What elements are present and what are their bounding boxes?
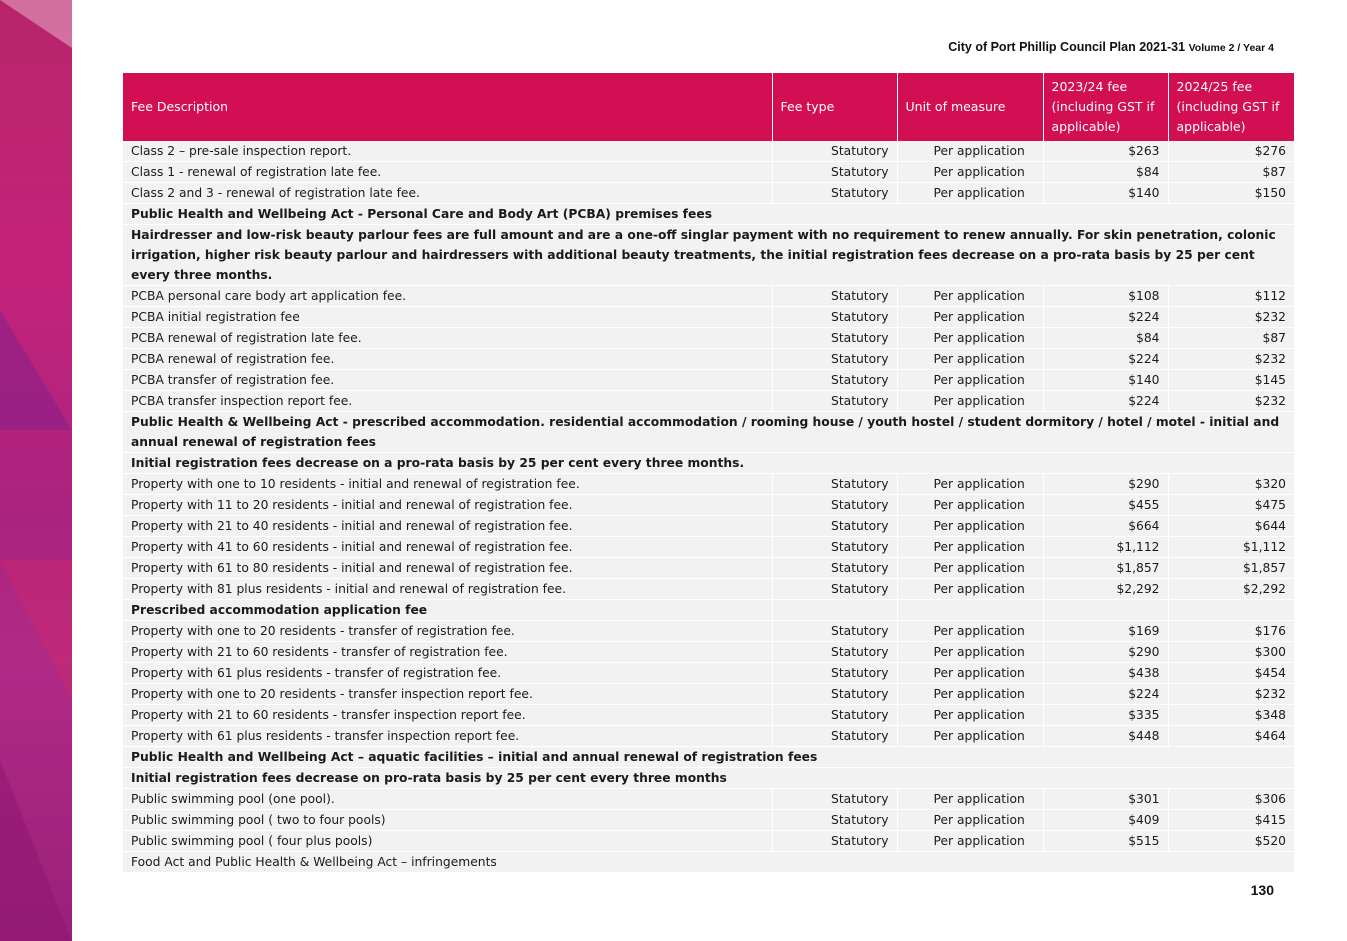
fee-type-cell: Statutory bbox=[772, 286, 897, 307]
document-volume: Volume 2 / Year 4 bbox=[1188, 42, 1274, 54]
fee-2023-24-cell: $2,292 bbox=[1043, 579, 1168, 600]
fee-type-cell: Statutory bbox=[772, 183, 897, 204]
fee-type-cell: Statutory bbox=[772, 307, 897, 328]
fee-2023-24-cell: $140 bbox=[1043, 183, 1168, 204]
fee-type-cell: Statutory bbox=[772, 162, 897, 183]
fee-2023-24-cell: $1,857 bbox=[1043, 558, 1168, 579]
fee-description-cell: PCBA initial registration fee bbox=[123, 307, 772, 328]
unit-of-measure-cell: Per application bbox=[897, 789, 1043, 810]
table-row bbox=[123, 391, 1294, 412]
fee-2023-24-cell: $455 bbox=[1043, 495, 1168, 516]
fee-type-cell: Statutory bbox=[772, 810, 897, 831]
table-row bbox=[123, 705, 1294, 726]
column-header-unit: Unit of measure bbox=[897, 73, 1043, 141]
fee-2024-25-cell: $2,292 bbox=[1168, 579, 1294, 600]
table-row bbox=[123, 726, 1294, 747]
table-row bbox=[123, 162, 1294, 183]
fee-2024-25-cell: $300 bbox=[1168, 642, 1294, 663]
table-section-heading bbox=[123, 225, 1294, 286]
empty-cell bbox=[772, 600, 897, 621]
fee-2023-24-cell: $263 bbox=[1043, 141, 1168, 162]
fee-2023-24-cell: $515 bbox=[1043, 831, 1168, 852]
table-row bbox=[123, 286, 1294, 307]
side-band-facet bbox=[0, 310, 72, 430]
fee-2024-25-cell: $1,857 bbox=[1168, 558, 1294, 579]
section-heading-text: Initial registration fees decrease on a pro-rata basis by 25 per cent every three months. bbox=[123, 453, 1294, 474]
table-row bbox=[123, 141, 1294, 162]
table-row bbox=[123, 642, 1294, 663]
fee-type-cell: Statutory bbox=[772, 663, 897, 684]
fee-description-cell: Property with 21 to 40 residents - initial and renewal of registration fee. bbox=[123, 516, 772, 537]
fee-2024-25-cell: $232 bbox=[1168, 391, 1294, 412]
fee-2024-25-cell: $232 bbox=[1168, 307, 1294, 328]
fee-2023-24-cell: $169 bbox=[1043, 621, 1168, 642]
column-header-fee-type: Fee type bbox=[772, 73, 897, 141]
table-section-heading bbox=[123, 600, 1294, 621]
fee-type-cell: Statutory bbox=[772, 684, 897, 705]
fee-description-cell: Property with 11 to 20 residents - initial and renewal of registration fee. bbox=[123, 495, 772, 516]
unit-of-measure-cell: Per application bbox=[897, 391, 1043, 412]
section-heading-text: Hairdresser and low-risk beauty parlour fees are full amount and are a one-off singlar payment with no requirement to renew annually. For skin penetration, colonic irrigation, higher risk beauty parlour and hairdressers with additional beauty treatments, the initial registration fees decrease on a pro-rata basis by 25 per cent every three months. bbox=[123, 225, 1294, 286]
fee-2023-24-cell: $409 bbox=[1043, 810, 1168, 831]
fee-description-cell: Public swimming pool ( four plus pools) bbox=[123, 831, 772, 852]
table-row bbox=[123, 558, 1294, 579]
table-row bbox=[123, 852, 1294, 873]
fee-type-cell: Statutory bbox=[772, 831, 897, 852]
section-heading-text: Public Health & Wellbeing Act - prescribed accommodation. residential accommodation / rooming house / youth hostel / student dormitory / hotel / motel - initial and annual renewal of registration fees bbox=[123, 412, 1294, 453]
fee-type-cell: Statutory bbox=[772, 537, 897, 558]
fee-2024-25-cell: $415 bbox=[1168, 810, 1294, 831]
fee-2024-25-cell: $87 bbox=[1168, 162, 1294, 183]
table-section-heading bbox=[123, 768, 1294, 789]
decorative-side-band bbox=[0, 0, 72, 941]
fee-2024-25-cell: $176 bbox=[1168, 621, 1294, 642]
empty-cell bbox=[1043, 600, 1168, 621]
fee-2024-25-cell: $348 bbox=[1168, 705, 1294, 726]
fee-type-cell: Statutory bbox=[772, 789, 897, 810]
header-row bbox=[123, 73, 1294, 141]
fee-2023-24-cell: $84 bbox=[1043, 162, 1168, 183]
fee-2024-25-cell: $232 bbox=[1168, 684, 1294, 705]
unit-of-measure-cell: Per application bbox=[897, 810, 1043, 831]
table-row bbox=[123, 663, 1294, 684]
fee-2024-25-cell: $276 bbox=[1168, 141, 1294, 162]
fee-2024-25-cell: $87 bbox=[1168, 328, 1294, 349]
fee-2023-24-cell: $84 bbox=[1043, 328, 1168, 349]
unit-of-measure-cell: Per application bbox=[897, 726, 1043, 747]
unit-of-measure-cell: Per application bbox=[897, 621, 1043, 642]
fee-type-cell: Statutory bbox=[772, 495, 897, 516]
table-row bbox=[123, 495, 1294, 516]
fee-2023-24-cell: $1,112 bbox=[1043, 537, 1168, 558]
table-row bbox=[123, 579, 1294, 600]
unit-of-measure-cell: Per application bbox=[897, 370, 1043, 391]
fee-2023-24-cell: $108 bbox=[1043, 286, 1168, 307]
fee-description-cell: Public swimming pool ( two to four pools) bbox=[123, 810, 772, 831]
table-row bbox=[123, 684, 1294, 705]
fee-2024-25-cell: $464 bbox=[1168, 726, 1294, 747]
table-section-heading bbox=[123, 412, 1294, 453]
fee-2023-24-cell: $224 bbox=[1043, 349, 1168, 370]
fee-description-cell: Property with 61 plus residents - transfer of registration fee. bbox=[123, 663, 772, 684]
unit-of-measure-cell: Per application bbox=[897, 307, 1043, 328]
fee-2024-25-cell: $644 bbox=[1168, 516, 1294, 537]
unit-of-measure-cell: Per application bbox=[897, 642, 1043, 663]
fee-type-cell: Statutory bbox=[772, 705, 897, 726]
side-band-facet bbox=[0, 760, 72, 941]
table-section-heading bbox=[123, 453, 1294, 474]
table-row bbox=[123, 370, 1294, 391]
fee-type-cell: Statutory bbox=[772, 579, 897, 600]
fee-2024-25-cell: $520 bbox=[1168, 831, 1294, 852]
fee-type-cell: Statutory bbox=[772, 558, 897, 579]
unit-of-measure-cell: Per application bbox=[897, 705, 1043, 726]
fee-description-cell: Class 2 – pre-sale inspection report. bbox=[123, 141, 772, 162]
empty-cell bbox=[897, 600, 1043, 621]
fee-type-cell: Statutory bbox=[772, 328, 897, 349]
fee-type-cell: Statutory bbox=[772, 370, 897, 391]
fee-description-cell: Class 1 - renewal of registration late fee. bbox=[123, 162, 772, 183]
fee-type-cell: Statutory bbox=[772, 349, 897, 370]
fee-2024-25-cell: $454 bbox=[1168, 663, 1294, 684]
table-row bbox=[123, 349, 1294, 370]
fee-description-cell: PCBA renewal of registration fee. bbox=[123, 349, 772, 370]
table-row bbox=[123, 183, 1294, 204]
fee-2024-25-cell: $306 bbox=[1168, 789, 1294, 810]
fee-2023-24-cell: $664 bbox=[1043, 516, 1168, 537]
unit-of-measure-cell: Per application bbox=[897, 141, 1043, 162]
fee-description-cell: PCBA transfer inspection report fee. bbox=[123, 391, 772, 412]
fee-type-cell: Statutory bbox=[772, 474, 897, 495]
fee-2024-25-cell: $475 bbox=[1168, 495, 1294, 516]
unit-of-measure-cell: Per application bbox=[897, 579, 1043, 600]
fee-2024-25-cell: $232 bbox=[1168, 349, 1294, 370]
section-heading-text: Public Health and Wellbeing Act – aquatic facilities – initial and annual renewal of registration fees bbox=[123, 747, 1294, 768]
table-row bbox=[123, 307, 1294, 328]
fee-2023-24-cell: $335 bbox=[1043, 705, 1168, 726]
fee-table-body bbox=[123, 141, 1294, 873]
fee-2023-24-cell: $290 bbox=[1043, 474, 1168, 495]
unit-of-measure-cell: Per application bbox=[897, 663, 1043, 684]
table-row bbox=[123, 328, 1294, 349]
table-row bbox=[123, 810, 1294, 831]
fee-description-cell: Property with 61 to 80 residents - initial and renewal of registration fee. bbox=[123, 558, 772, 579]
fee-type-cell: Statutory bbox=[772, 621, 897, 642]
fee-2024-25-cell: $1,112 bbox=[1168, 537, 1294, 558]
fee-description-cell: Public swimming pool (one pool). bbox=[123, 789, 772, 810]
fee-description-cell: Food Act and Public Health & Wellbeing Act – infringements bbox=[123, 852, 1294, 873]
empty-cell bbox=[1168, 600, 1294, 621]
fee-description-cell: Property with 61 plus residents - transfer inspection report fee. bbox=[123, 726, 772, 747]
unit-of-measure-cell: Per application bbox=[897, 684, 1043, 705]
unit-of-measure-cell: Per application bbox=[897, 474, 1043, 495]
table-row bbox=[123, 516, 1294, 537]
fee-2024-25-cell: $320 bbox=[1168, 474, 1294, 495]
fee-description-cell: PCBA personal care body art application fee. bbox=[123, 286, 772, 307]
fee-type-cell: Statutory bbox=[772, 642, 897, 663]
unit-of-measure-cell: Per application bbox=[897, 349, 1043, 370]
fee-2024-25-cell: $145 bbox=[1168, 370, 1294, 391]
fee-2023-24-cell: $438 bbox=[1043, 663, 1168, 684]
column-header-description: Fee Description bbox=[123, 73, 772, 141]
section-heading-text: Initial registration fees decrease on pro-rata basis by 25 per cent every three months bbox=[123, 768, 1294, 789]
fee-2023-24-cell: $301 bbox=[1043, 789, 1168, 810]
fee-2023-24-cell: $290 bbox=[1043, 642, 1168, 663]
table-section-heading bbox=[123, 204, 1294, 225]
fee-description-cell: PCBA transfer of registration fee. bbox=[123, 370, 772, 391]
fee-description-cell: Property with 41 to 60 residents - initial and renewal of registration fee. bbox=[123, 537, 772, 558]
unit-of-measure-cell: Per application bbox=[897, 831, 1043, 852]
document-title: City of Port Phillip Council Plan 2021-31 bbox=[948, 40, 1186, 54]
unit-of-measure-cell: Per application bbox=[897, 328, 1043, 349]
table-row bbox=[123, 831, 1294, 852]
fee-type-cell: Statutory bbox=[772, 141, 897, 162]
fee-description-cell: Class 2 and 3 - renewal of registration late fee. bbox=[123, 183, 772, 204]
fee-table-header bbox=[123, 73, 1294, 141]
fee-2024-25-cell: $150 bbox=[1168, 183, 1294, 204]
table-row bbox=[123, 789, 1294, 810]
side-band-facet bbox=[0, 560, 72, 700]
fee-2023-24-cell: $224 bbox=[1043, 684, 1168, 705]
fee-2023-24-cell: $140 bbox=[1043, 370, 1168, 391]
table-row bbox=[123, 474, 1294, 495]
column-header-fee-2023-24: 2023/24 fee (including GST if applicable) bbox=[1043, 73, 1168, 141]
table-section-heading bbox=[123, 747, 1294, 768]
fee-type-cell: Statutory bbox=[772, 391, 897, 412]
unit-of-measure-cell: Per application bbox=[897, 537, 1043, 558]
table-row bbox=[123, 621, 1294, 642]
running-header bbox=[800, 40, 1274, 54]
column-header-fee-2024-25: 2024/25 fee (including GST if applicable) bbox=[1168, 73, 1294, 141]
unit-of-measure-cell: Per application bbox=[897, 286, 1043, 307]
side-band-facet bbox=[0, 0, 72, 48]
fee-type-cell: Statutory bbox=[772, 516, 897, 537]
fee-description-cell: Property with 21 to 60 residents - transfer of registration fee. bbox=[123, 642, 772, 663]
fee-2023-24-cell: $448 bbox=[1043, 726, 1168, 747]
unit-of-measure-cell: Per application bbox=[897, 162, 1043, 183]
fee-2023-24-cell: $224 bbox=[1043, 307, 1168, 328]
fee-description-cell: Property with one to 20 residents - transfer inspection report fee. bbox=[123, 684, 772, 705]
unit-of-measure-cell: Per application bbox=[897, 558, 1043, 579]
fee-table bbox=[123, 73, 1294, 873]
unit-of-measure-cell: Per application bbox=[897, 495, 1043, 516]
table-row bbox=[123, 537, 1294, 558]
fee-description-cell: PCBA renewal of registration late fee. bbox=[123, 328, 772, 349]
unit-of-measure-cell: Per application bbox=[897, 183, 1043, 204]
page-number: 130 bbox=[1250, 882, 1274, 898]
fee-2024-25-cell: $112 bbox=[1168, 286, 1294, 307]
section-heading-text: Prescribed accommodation application fee bbox=[123, 600, 772, 621]
section-heading-text: Public Health and Wellbeing Act - Personal Care and Body Art (PCBA) premises fees bbox=[123, 204, 1294, 225]
fee-description-cell: Property with one to 20 residents - transfer of registration fee. bbox=[123, 621, 772, 642]
fee-description-cell: Property with 81 plus residents - initial and renewal of registration fee. bbox=[123, 579, 772, 600]
fee-description-cell: Property with 21 to 60 residents - transfer inspection report fee. bbox=[123, 705, 772, 726]
fee-2023-24-cell: $224 bbox=[1043, 391, 1168, 412]
fee-type-cell: Statutory bbox=[772, 726, 897, 747]
fee-description-cell: Property with one to 10 residents - initial and renewal of registration fee. bbox=[123, 474, 772, 495]
unit-of-measure-cell: Per application bbox=[897, 516, 1043, 537]
